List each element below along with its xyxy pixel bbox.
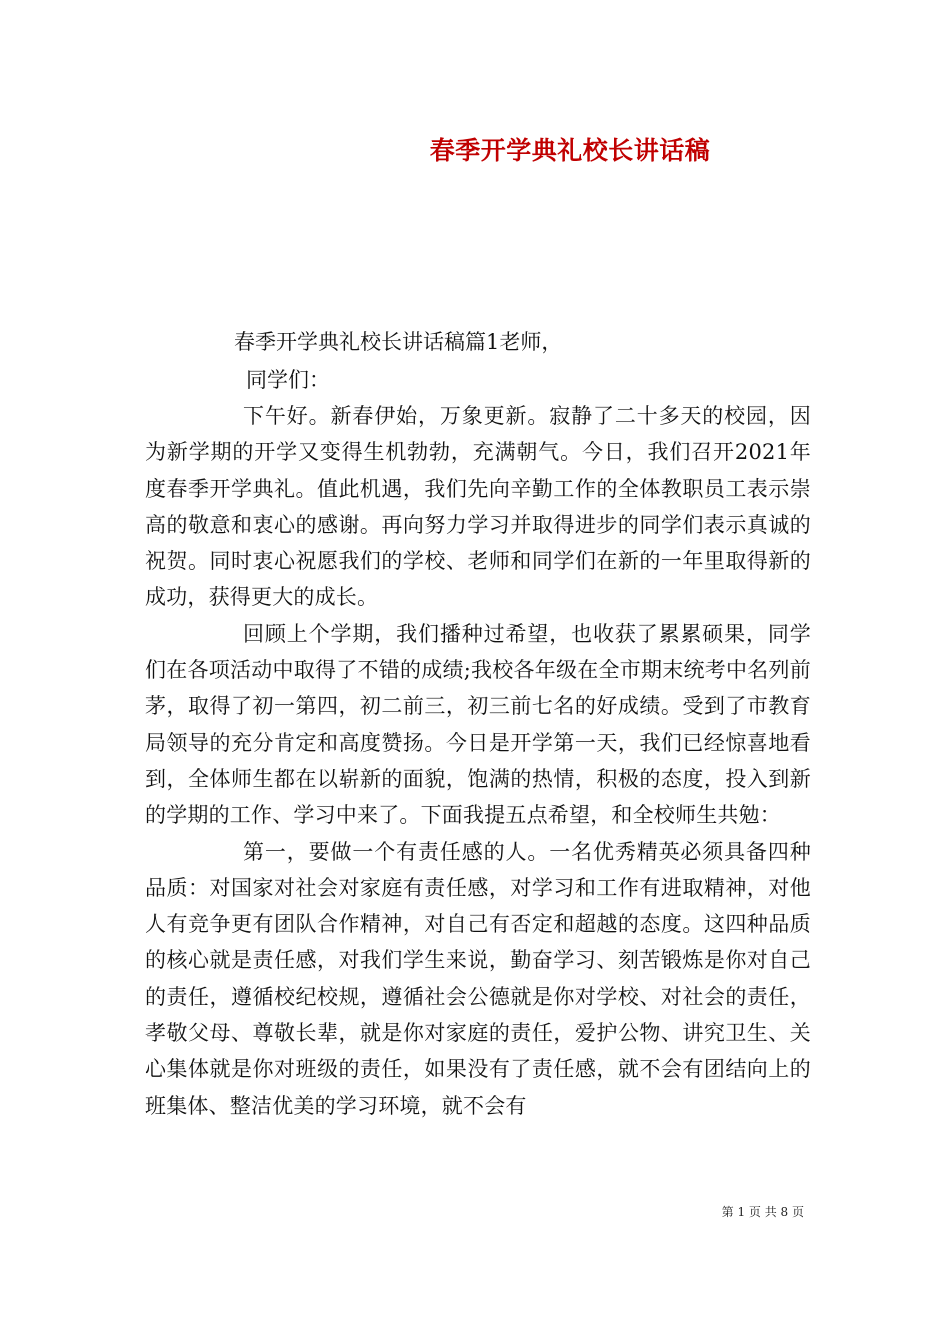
paragraph: 第一，要做一个有责任感的人。一名优秀精英必须具备四种品质：对国家对社会对家庭有责任感，对学习和工作有进取精神，对他人有竞争更有团队合作精神，对自己有否定和超越的态度。这四种品质的核心就是责任感，对我们学生来说，勤奋学习、刻苦锻炼是你对自己的责任，遵循校纪校规，遵循社会公德就是你对学校、对社会的责任，孝敬父母、尊敬长辈，就是你对家庭的责任，爱护公物、讲究卫生、关心集体就是你对班级的责任，如果没有了责任感，就不会有团结向上的班集体、整洁优美的学习环境，就不会有	[145, 839, 811, 1118]
paragraph: 回顾上个学期，我们播种过希望，也收获了累累硕果，同学们在各项活动中取得了不错的成绩;我校各年级在全市期末统考中名列前茅，取得了初一第四，初二前三，初三前七名的好成绩。受到了市教育局领导的充分肯定和高度赞扬。今日是开学第一天，我们已经惊喜地看到，全体师生都在以崭新的面貌，饱满的热情，积极的态度，投入到新的学期的工作、学习中来了。下面我提五点希望，和全校师生共勉：	[145, 621, 811, 828]
document-title: 春季开学典礼校长讲话稿	[429, 136, 711, 165]
subtitle-line: 春季开学典礼校长讲话稿篇1老师，	[234, 330, 563, 354]
greeting: 同学们：	[246, 368, 330, 392]
paragraph: 下午好。新春伊始，万象更新。寂静了二十多天的校园，因为新学期的开学又变得生机勃勃，充满朝气。今日，我们召开2021年度春季开学典礼。值此机遇，我们先向辛勤工作的全体教职员工表示崇高的敬意和衷心的感谢。再向努力学习并取得进步的同学们表示真诚的祝贺。同时衷心祝愿我们的学校、老师和同学们在新的一年里取得新的成功，获得更大的成长。	[145, 404, 811, 610]
body-text	[145, 398, 811, 1124]
page-footer: 第 1 页 共 8 页	[721, 1205, 804, 1219]
